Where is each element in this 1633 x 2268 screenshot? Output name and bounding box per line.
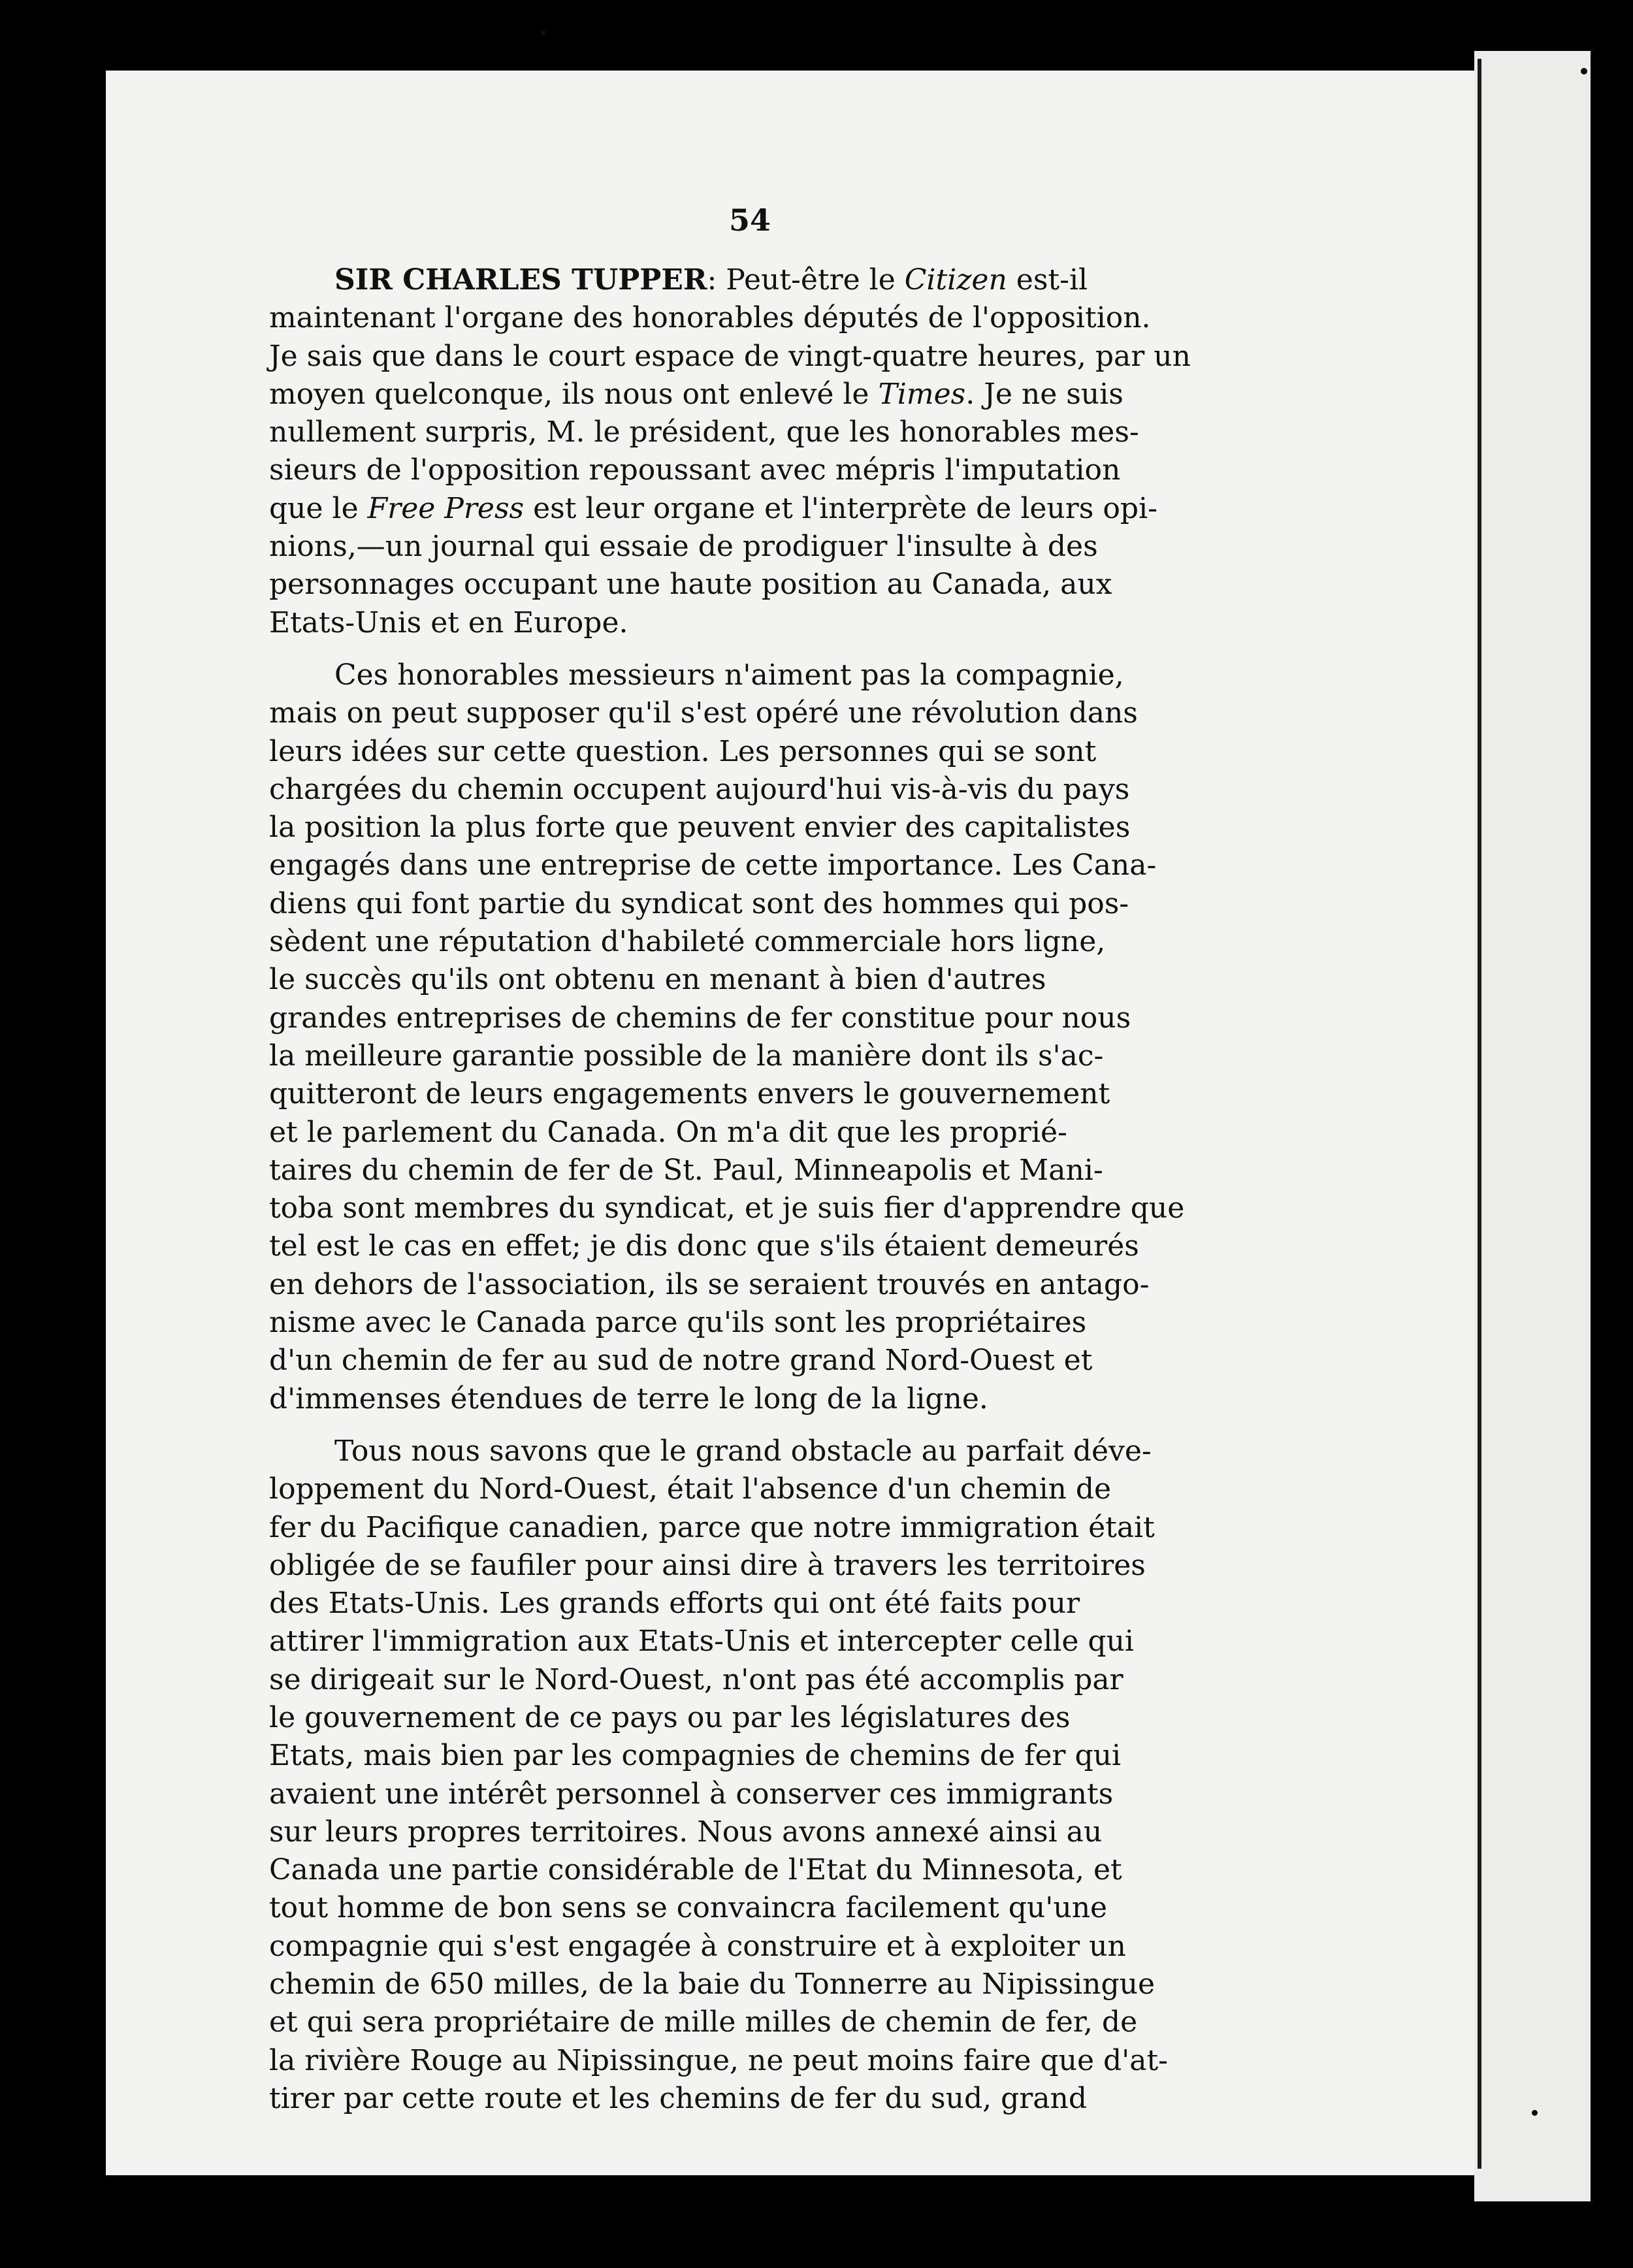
text-line: diens qui font partie du syndicat sont des hommes qui pos- bbox=[269, 886, 1129, 920]
text-line: mais on peut supposer qu'il s'est opéré une révolution dans bbox=[269, 696, 1138, 730]
text-line: nions,—un journal qui essaie de prodiguer l'insulte à des bbox=[269, 530, 1098, 564]
text-line: grandes entreprises de chemins de fer constitue pour nous bbox=[269, 1001, 1131, 1035]
text-line: chemin de 650 milles, de la baie du Tonnerre au Nipissingue bbox=[269, 1968, 1156, 2001]
paragraph bbox=[269, 656, 1262, 1418]
text-line: sèdent une réputation d'habileté commerciale hors ligne, bbox=[269, 925, 1106, 959]
text-line: des Etats-Unis. Les grands efforts qui ont été faits pour bbox=[269, 1587, 1080, 1621]
text-line: Tous nous savons que le grand obstacle au parfait déve- bbox=[334, 1434, 1152, 1468]
text-line: sieurs de l'opposition repoussant avec mépris l'imputation bbox=[269, 453, 1121, 487]
text-line: tout homme de bon sens se convaincra facilement qu'une bbox=[269, 1891, 1108, 1925]
text-line: nisme avec le Canada parce qu'ils sont les propriétaires bbox=[269, 1306, 1087, 1340]
text-line: Ces honorables messieurs n'aiment pas la compagnie, bbox=[334, 658, 1124, 692]
text-line: la meilleure garantie possible de la manière dont ils s'ac- bbox=[269, 1039, 1104, 1073]
text-line: se dirigeait sur le Nord-Ouest, n'ont pas été accomplis par bbox=[269, 1662, 1124, 1696]
text-line: personnages occupant une haute position au Canada, aux bbox=[269, 568, 1112, 602]
text-line: tel est le cas en effet; je dis donc que s'ils étaient demeurés bbox=[269, 1229, 1139, 1263]
newspaper-name: Citizen bbox=[904, 263, 1007, 297]
newspaper-name: Free Press bbox=[367, 491, 525, 525]
text-line: leurs idées sur cette question. Les personnes qui se sont bbox=[269, 734, 1097, 768]
text-line: d'un chemin de fer au sud de notre grand Nord-Ouest et bbox=[269, 1344, 1093, 1378]
text-line: chargées du chemin occupent aujourd'hui vis-à-vis du pays bbox=[269, 772, 1130, 806]
text-line: le succès qu'ils ont obtenu en menant à bien d'autres bbox=[269, 963, 1046, 997]
text-line: et le parlement du Canada. On m'a dit que les proprié- bbox=[269, 1115, 1067, 1149]
text-line: fer du Pacifique canadien, parce que notre immigration était bbox=[269, 1510, 1155, 1544]
text-line: obligée de se faufiler pour ainsi dire à travers les territoires bbox=[269, 1548, 1146, 1582]
text-line: maintenant l'organe des honorables députés de l'opposition. bbox=[269, 301, 1151, 335]
adjacent-page-edge bbox=[1474, 51, 1591, 2201]
text-line: et qui sera propriétaire de mille milles de chemin de fer, de bbox=[269, 2005, 1138, 2039]
paragraph bbox=[269, 1433, 1262, 2118]
scan-speck bbox=[1581, 68, 1587, 74]
text-line: engagés dans une entreprise de cette importance. Les Cana- bbox=[269, 849, 1157, 883]
text-line: nullement surpris, M. le président, que les honorables mes- bbox=[269, 415, 1139, 449]
page-binding-shadow bbox=[1478, 59, 1481, 2169]
page-number: 54 bbox=[729, 202, 771, 238]
text-line: Je sais que dans le court espace de vingt-quatre heures, par un bbox=[269, 339, 1191, 373]
text-line: compagnie qui s'est engagée à construire et à exploiter un bbox=[269, 1929, 1126, 1963]
newspaper-name: Times bbox=[878, 377, 966, 411]
text-line: SIR CHARLES TUPPER: Peut-être le Citizen est-il bbox=[334, 263, 1088, 297]
text-line: Etats-Unis et en Europe. bbox=[269, 606, 628, 640]
paragraph bbox=[269, 261, 1262, 642]
text-line: loppement du Nord-Ouest, était l'absence d'un chemin de bbox=[269, 1472, 1112, 1506]
text-line: en dehors de l'association, ils se seraient trouvés en antago- bbox=[269, 1267, 1150, 1301]
text-line: moyen quelconque, ils nous ont enlevé le Times. Je ne suis bbox=[269, 377, 1124, 411]
body-text bbox=[269, 261, 1262, 2118]
speaker-name: SIR CHARLES TUPPER bbox=[334, 263, 707, 297]
text-line: tirer par cette route et les chemins de fer du sud, grand bbox=[269, 2081, 1088, 2115]
text-line: le gouvernement de ce pays ou par les législatures des bbox=[269, 1700, 1071, 1734]
text-line: toba sont membres du syndicat, et je suis fier d'apprendre que bbox=[269, 1191, 1185, 1225]
text-line: la rivière Rouge au Nipissingue, ne peut moins faire que d'at- bbox=[269, 2043, 1169, 2077]
scan-speck bbox=[1532, 2110, 1538, 2116]
text-line: Etats, mais bien par les compagnies de chemins de fer qui bbox=[269, 1739, 1122, 1773]
text-line: sur leurs propres territoires. Nous avons annexé ainsi au bbox=[269, 1815, 1103, 1849]
text-line: avaient une intérêt personnel à conserver ces immigrants bbox=[269, 1777, 1114, 1811]
scan-speck bbox=[541, 30, 546, 35]
text-line: taires du chemin de fer de St. Paul, Minneapolis et Mani- bbox=[269, 1153, 1103, 1187]
text-line: Canada une partie considérable de l'Etat du Minnesota, et bbox=[269, 1853, 1122, 1887]
text-line: d'immenses étendues de terre le long de la ligne. bbox=[269, 1382, 988, 1416]
text-line: quitteront de leurs engagements envers le gouvernement bbox=[269, 1077, 1110, 1111]
text-line: attirer l'immigration aux Etats-Unis et intercepter celle qui bbox=[269, 1625, 1134, 1659]
text-line: la position la plus forte que peuvent envier des capitalistes bbox=[269, 811, 1131, 845]
text-line: que le Free Press est leur organe et l'interprète de leurs opi- bbox=[269, 491, 1157, 525]
